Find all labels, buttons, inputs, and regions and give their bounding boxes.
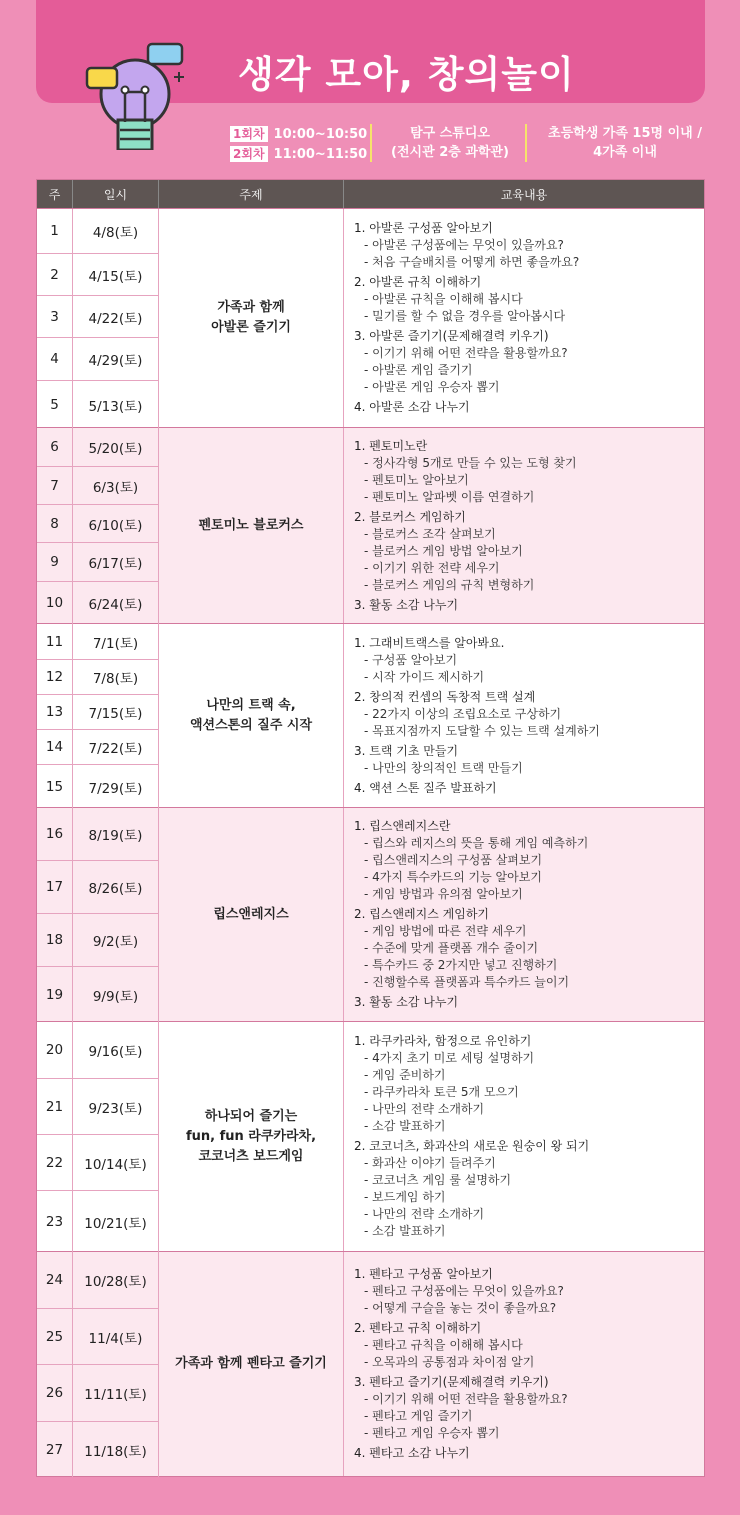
week-number: 23 [37,1191,73,1252]
program-content [344,209,704,427]
date-rows [37,624,159,807]
content-item: - 립스와 레지스의 뜻을 통해 게임 예측하기 [364,836,589,850]
content-item: - 게임 방법과 유의점 알아보기 [364,887,523,901]
content-item: - 시작 가이드 제시하기 [364,669,485,684]
week-number: 24 [37,1252,73,1308]
table-row [37,209,159,253]
content-heading: 1. 펜타고 구성품 알아보기 [354,1267,493,1281]
table-row [37,295,159,337]
session1-badge: 1회차 [230,126,268,142]
page-title: 생각 모아, 창의놀이 [238,53,575,96]
week-number: 11 [37,624,73,659]
session-date: 6/24(토) [73,582,159,624]
date-rows [37,428,159,623]
location-info [385,124,515,164]
subject-line: 펜토미노 블로커스 [198,517,304,533]
content-heading: 3. 활동 소감 나누기 [354,995,459,1009]
content-item: - 정사각형 5개로 만들 수 있는 도형 찾기 [364,455,577,470]
table-row [37,504,159,542]
content-item: - 아발론 규칙을 이해해 봅시다 [364,292,523,306]
lightbulb-idea-icon [82,40,192,150]
week-number: 22 [37,1135,73,1190]
content-heading: 1. 펜토미노란 [354,438,428,453]
content-heading: 1. 립스앤레지스란 [354,819,451,833]
week-number: 14 [37,730,73,764]
content-item: - 소감 발표하기 [364,1224,446,1238]
content-item: - 특수카드 중 2가지만 넣고 진행하기 [364,958,558,972]
content-item: - 블로커스 게임의 규칙 변형하기 [364,577,535,592]
week-number: 17 [37,861,73,913]
content-item: - 펜타고 게임 우승자 뽑기 [364,1426,500,1440]
content-item: - 펜타고 게임 즐기기 [364,1409,473,1423]
content-item: - 어떻게 구슬을 놓는 것이 좋을까요? [364,1301,557,1315]
content-heading: 2. 립스앤레지스 게임하기 [354,907,489,921]
session-date: 9/16(토) [73,1022,159,1078]
table-row [37,1022,159,1078]
session-date: 4/15(토) [73,254,159,295]
session-date: 5/20(토) [73,428,159,466]
content-item: - 이기기 위해 어떤 전략을 활용할까요? [364,1392,568,1406]
content-item: - 보드게임 하기 [364,1190,446,1204]
content-heading: 4. 펜타고 소감 나누기 [354,1446,470,1460]
content-heading: 1. 라쿠카라차, 함정으로 유인하기 [354,1034,532,1048]
content-item: - 진행할수록 플랫폼과 특수카드 늘이기 [364,975,570,989]
content-item: - 수준에 맞게 플랫폼 개수 줄이기 [364,941,539,955]
session2-time: 11:00~11:50 [273,146,368,162]
week-number: 6 [37,428,73,466]
content-item: - 립스앤레지스의 구성품 살펴보기 [364,853,543,867]
week-number: 21 [37,1079,73,1134]
session-date: 11/11(토) [73,1365,159,1421]
content-item: - 이기기 위해 어떤 전략을 활용할까요? [364,346,568,360]
session-date: 5/13(토) [73,381,159,428]
session-date: 8/19(토) [73,808,159,860]
session-date: 7/15(토) [73,695,159,729]
week-number: 4 [37,338,73,380]
content-item: - 블로커스 게임 방법 알아보기 [364,543,523,558]
table-row [37,337,159,380]
session-date: 10/14(토) [73,1135,159,1190]
program-group [37,623,704,807]
week-number: 10 [37,582,73,624]
week-number: 19 [37,967,73,1022]
subject-line: 코코너츠 보드게임 [198,1148,304,1164]
content-heading: 2. 코코너츠, 화과산의 새로운 원숭이 왕 되기 [354,1139,590,1153]
session-date: 10/21(토) [73,1191,159,1252]
program-group [37,208,704,427]
content-item: - 아발론 게임 우승자 뽑기 [364,380,500,394]
content-heading: 4. 아발론 소감 나누기 [354,400,470,414]
table-row [37,428,159,466]
week-number: 13 [37,695,73,729]
program-subject [159,209,344,427]
week-number: 15 [37,765,73,808]
table-row [37,1134,159,1190]
session-date: 8/26(토) [73,861,159,913]
table-row [37,659,159,694]
content-item: - 아발론 게임 즐기기 [364,363,473,377]
table-row [37,1190,159,1252]
session-date: 9/9(토) [73,967,159,1022]
week-number: 27 [37,1422,73,1477]
session-date: 4/8(토) [73,209,159,253]
schedule-table [36,179,705,1477]
subject-line: 립스앤레지스 [213,906,289,922]
week-number: 8 [37,505,73,542]
table-row [37,466,159,504]
content-item: - 4가지 특수카드의 기능 알아보기 [364,870,542,884]
week-number: 5 [37,381,73,428]
content-item: - 블로커스 조각 살펴보기 [364,526,496,541]
header-date: 일시 [73,180,159,208]
content-item: - 화과산 이야기 들려주기 [364,1156,496,1170]
content-item: - 밀기를 할 수 없을 경우를 알아봅시다 [364,309,566,323]
session1-time: 10:00~10:50 [273,126,368,142]
program-group [37,1251,704,1476]
session-date: 7/8(토) [73,660,159,694]
header-subject: 주제 [159,180,344,208]
program-group [37,1021,704,1251]
content-heading: 4. 액션 스톤 질주 발표하기 [354,780,497,795]
session-date: 6/3(토) [73,467,159,504]
target-info [540,124,710,164]
content-item: - 오목과의 공통점과 차이점 알기 [364,1355,535,1369]
table-row [37,860,159,913]
week-number: 9 [37,543,73,581]
content-item: - 나만의 전략 소개하기 [364,1102,485,1116]
table-row [37,581,159,624]
header-week: 주 [37,180,73,208]
content-item: - 4가지 초기 미로 세팅 설명하기 [364,1051,535,1065]
session-date: 6/17(토) [73,543,159,581]
week-number: 26 [37,1365,73,1421]
program-content [344,1252,704,1476]
divider [370,124,372,162]
table-row [37,624,159,659]
date-rows [37,1252,159,1476]
session-date: 7/29(토) [73,765,159,808]
target-line2: 4가족 이내 [593,145,657,160]
program-content [344,428,704,623]
week-number: 25 [37,1309,73,1364]
subject-line: 하나되어 즐기는 [204,1108,298,1124]
content-item: - 22가지 이상의 조립요소로 구상하기 [364,706,562,721]
header-content: 교육내용 [500,187,548,202]
location-line2: (전시관 2층 과학관) [391,145,509,160]
content-item: - 나만의 창의적인 트랙 만들기 [364,760,523,775]
program-subject [159,1022,344,1251]
content-item: - 구성품 알아보기 [364,652,458,667]
subject-line: 액션스톤의 질주 시작 [189,717,313,733]
content-item: - 게임 방법에 따른 전략 세우기 [364,924,527,938]
week-number: 18 [37,914,73,966]
program-content [344,624,704,807]
week-number: 2 [37,254,73,295]
content-item: - 라쿠카라차 토큰 5개 모으기 [364,1085,519,1099]
week-number: 12 [37,660,73,694]
table-row [37,764,159,808]
table-row [37,808,159,860]
program-group [37,427,704,623]
table-row [37,1421,159,1477]
content-item: - 아발론 구성품에는 무엇이 있을까요? [364,238,564,252]
location-line1: 탐구 스튜디오 [410,126,490,141]
week-number: 16 [37,808,73,860]
table-row [37,253,159,295]
target-line1: 초등학생 가족 15명 이내 / [548,126,702,141]
content-heading: 1. 아발론 구성품 알아보기 [354,221,493,235]
session-date: 10/28(토) [73,1252,159,1308]
table-row [37,1078,159,1134]
content-item: - 코코너츠 게임 룰 설명하기 [364,1173,512,1187]
content-item: - 펜토미노 알파벳 이름 연결하기 [364,489,535,504]
content-heading: 3. 활동 소감 나누기 [354,597,459,612]
week-number: 20 [37,1022,73,1078]
week-number: 1 [37,209,73,253]
table-header [37,180,704,208]
program-content [344,808,704,1021]
content-heading: 3. 트랙 기초 만들기 [354,743,459,758]
date-rows [37,209,159,427]
table-row [37,380,159,428]
content-item: - 목표지점까지 도달할 수 있는 트랙 설계하기 [364,723,600,738]
divider [525,124,527,162]
content-item: - 이기기 위한 전략 세우기 [364,560,500,575]
subject-line: 가족과 함께 펜타고 즐기기 [175,1356,327,1371]
session-date: 7/1(토) [73,624,159,659]
session-date: 7/22(토) [73,730,159,764]
week-number: 7 [37,467,73,504]
table-row [37,966,159,1022]
session-date: 6/10(토) [73,505,159,542]
subject-line: 아발론 즐기기 [211,320,291,335]
program-subject [159,808,344,1021]
program-group [37,807,704,1021]
content-item: - 펜타고 구성품에는 무엇이 있을까요? [364,1284,564,1298]
content-heading: 1. 그래비트랙스를 알아봐요. [354,635,505,650]
subject-line: 나만의 트랙 속, [206,697,296,713]
program-subject [159,428,344,623]
session-times [230,124,367,164]
table-row [37,913,159,966]
table-row [37,1308,159,1364]
session-date: 9/23(토) [73,1079,159,1134]
session-date: 9/2(토) [73,914,159,966]
session-date: 4/22(토) [73,296,159,337]
content-heading: 2. 아발론 규칙 이해하기 [354,275,482,289]
session-date: 11/18(토) [73,1422,159,1477]
table-row [37,694,159,729]
program-subject [159,624,344,807]
content-item: - 펜타고 규칙을 이해해 봅시다 [364,1338,523,1352]
date-rows [37,1022,159,1251]
date-rows [37,808,159,1021]
table-row [37,1364,159,1421]
content-heading: 3. 아발론 즐기기(문제해결력 키우기) [354,329,549,343]
content-item: - 게임 준비하기 [364,1068,446,1082]
content-heading: 3. 펜타고 즐기기(문제해결력 키우기) [354,1375,549,1389]
content-item: - 나만의 전략 소개하기 [364,1207,485,1221]
week-number: 3 [37,296,73,337]
content-item: - 펜토미노 알아보기 [364,472,469,487]
content-heading: 2. 펜타고 규칙 이해하기 [354,1321,482,1335]
table-row [37,542,159,581]
content-heading: 2. 블로커스 게임하기 [354,509,466,524]
session2-badge: 2회차 [230,146,268,162]
session-date: 11/4(토) [73,1309,159,1364]
subject-line: 가족과 함께 [217,300,285,315]
table-row [37,729,159,764]
session-date: 4/29(토) [73,338,159,380]
content-item: - 소감 발표하기 [364,1119,446,1133]
content-item: - 처음 구슬배치를 어떻게 하면 좋을까요? [364,255,580,269]
content-heading: 2. 창의적 컨셉의 독창적 트랙 설계 [354,689,536,704]
subject-line: fun, fun 라쿠카라차, [185,1128,317,1144]
program-content [344,1022,704,1251]
table-row [37,1252,159,1308]
program-subject [159,1252,344,1476]
